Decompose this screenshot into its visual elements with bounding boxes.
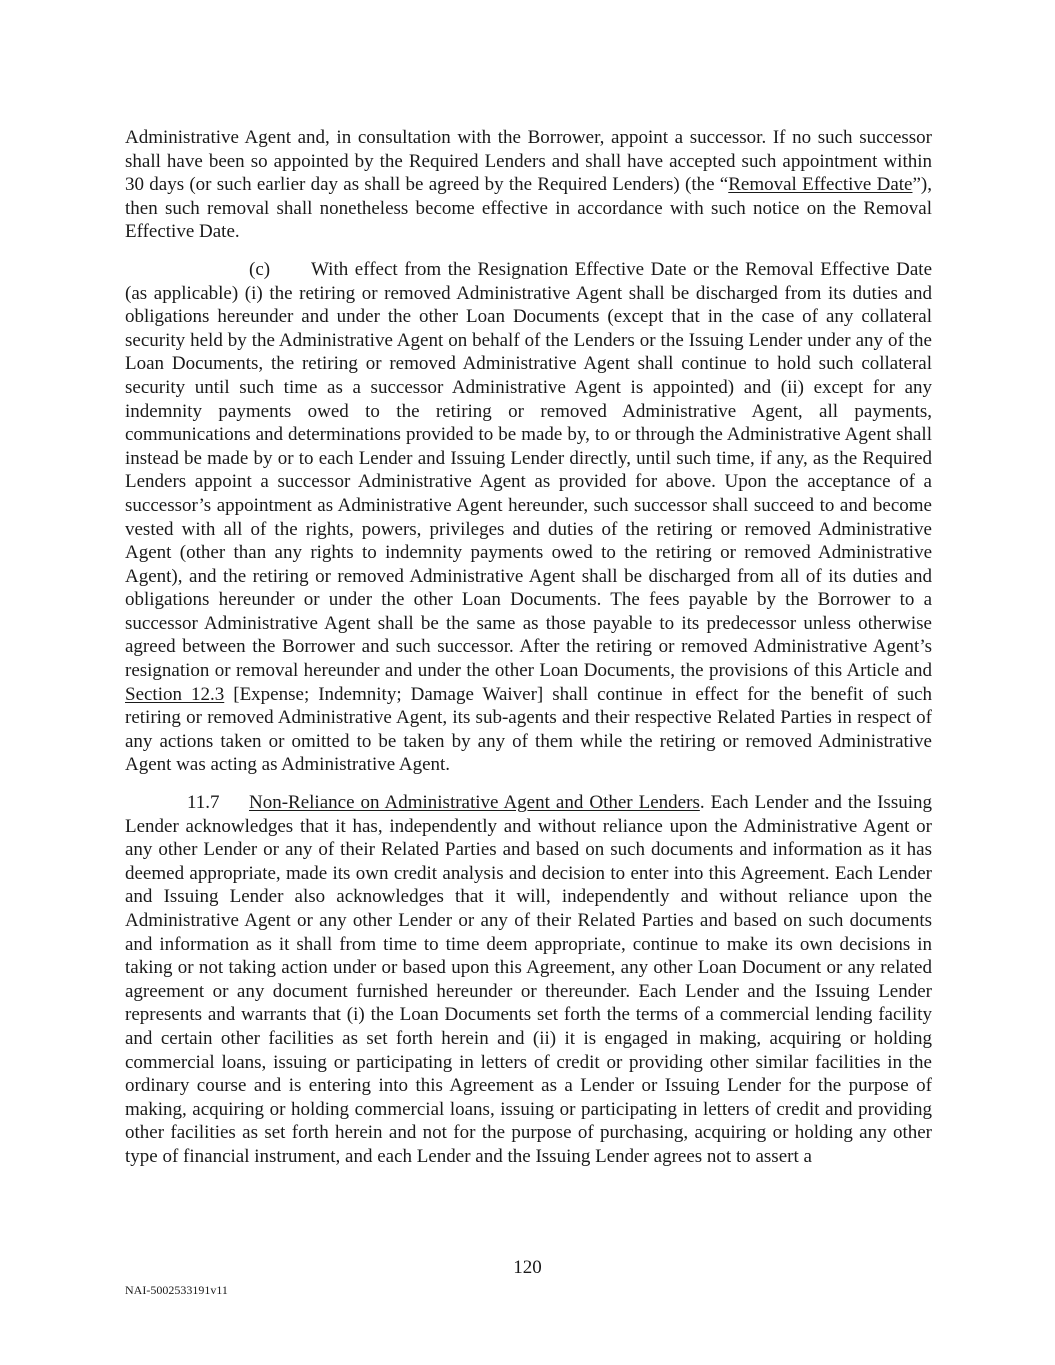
- paragraph-label-c: (c): [249, 258, 271, 280]
- paragraph-text: [Expense; Indemnity; Damage Waiver] shall continue in effect for the benefit of such retiring or removed Administrative Agent, its sub-agents and their respective Related Parties in respect of any actions taken or omitted to be taken by any of them while the retiring or removed Administrative Agent was acting as Administrative Agent.: [125, 683, 932, 776]
- section-11-7: [125, 791, 932, 1169]
- section-12-3-reference: Section 12.3: [125, 683, 225, 705]
- section-heading: Non-Reliance on Administrative Agent and Other Lenders: [249, 792, 700, 814]
- defined-term-removal-effective-date: Removal Effective Date: [728, 174, 913, 196]
- paragraph-text: Administrative Agent and, in consultation with the Borrower, appoint a successor. If no such successor shall have been so appointed by the Required Lenders and shall have accepted such appointment within 30 days (or such earlier day as shall be agreed by the Required Lenders) (the “: [125, 127, 932, 196]
- paragraph-spacer: [125, 777, 932, 791]
- paragraph-c: [125, 258, 932, 777]
- document-id: NAI-5002533191v11: [125, 1283, 228, 1297]
- paragraph-text: Each Lender and the Issuing Lender acknowledges that it has, independently and without reliance upon the Administrative Agent or any other Lender or any of their Related Parties and based on such documents and information as it has deemed appropriate, made its own credit analysis and decision to enter into this Agreement. Each Lender and Issuing Lender also acknowledges that it will, independently and without reliance upon the Administrative Agent or any other Lender or any of their Related Parties and based on such documents and information as it shall from time to time deem appropriate, continue to make its own decisions in taking or not taking action under or based upon this Agreement, any other Loan Document or any related agreement or any document furnished hereunder or thereunder. Each Lender and the Issuing Lender represents and warrants that (i) the Loan Documents set forth the terms of a commercial lending facility and certain other facilities as set forth herein and (ii) it is engaged in making, acquiring or holding commercial loans, issuing or participating in letters of credit or providing other similar facilities in the ordinary course and is entering into this Agreement as a Lender or Issuing Lender for the purpose of making, acquiring or holding commercial loans, issuing or participating in letters of credit and providing other facilities as set forth herein and not for the purpose of purchasing, acquiring or holding any other type of financial instrument, and each Lender and the Issuing Lender agrees not to assert a: [125, 792, 933, 1167]
- page-number: 120: [513, 1257, 542, 1278]
- section-number: 11.7: [187, 792, 220, 814]
- section-heading-period: .: [699, 792, 705, 814]
- paragraph-spacer: [125, 244, 932, 258]
- paragraph-removal-continuation: [125, 126, 932, 244]
- paragraph-text: ”), then such removal shall nonetheless become effective in accordance with such notice on the Removal Effective Date.: [125, 174, 932, 243]
- paragraph-text: With effect from the Resignation Effective Date or the Removal Effective Date (as applicable) (i) the retiring or removed Administrative Agent shall be discharged from its duties and obligations hereunder and under the other Loan Documents (except that in the case of any collateral security held by the Administrative Agent on behalf of the Lenders or the Issuing Lender under any of the Loan Documents, the retiring or removed Administrative Agent shall continue to hold such collateral security until such time as a successor Administrative Agent is appointed) and (ii) except for any indemnity payments owed to the retiring or removed Administrative Agent, all payments, communications and determinations provided to be made by, to or through the Administrative Agent shall instead be made by or to each Lender and Issuing Lender directly, until such time, if any, as the Required Lenders appoint a successor Administrative Agent as provided for above. Upon the acceptance of a successor’s appointment as Administrative Agent hereunder, such successor shall succeed to and become vested with all of the rights, powers, privileges and duties of the retiring or removed Administrative Agent (other than any rights to indemnity payments owed to the retiring or removed Administrative Agent), and the retiring or removed Administrative Agent shall be discharged from all of its duties and obligations hereunder or under the other Loan Documents. The fees payable by the Borrower to a successor Administrative Agent shall be the same as those payable to its predecessor unless otherwise agreed between the Borrower and such successor. After the retiring or removed Administrative Agent’s resignation or removal hereunder and under the other Loan Documents, the provisions of this Article and: [125, 258, 932, 682]
- document-body: [125, 126, 932, 1169]
